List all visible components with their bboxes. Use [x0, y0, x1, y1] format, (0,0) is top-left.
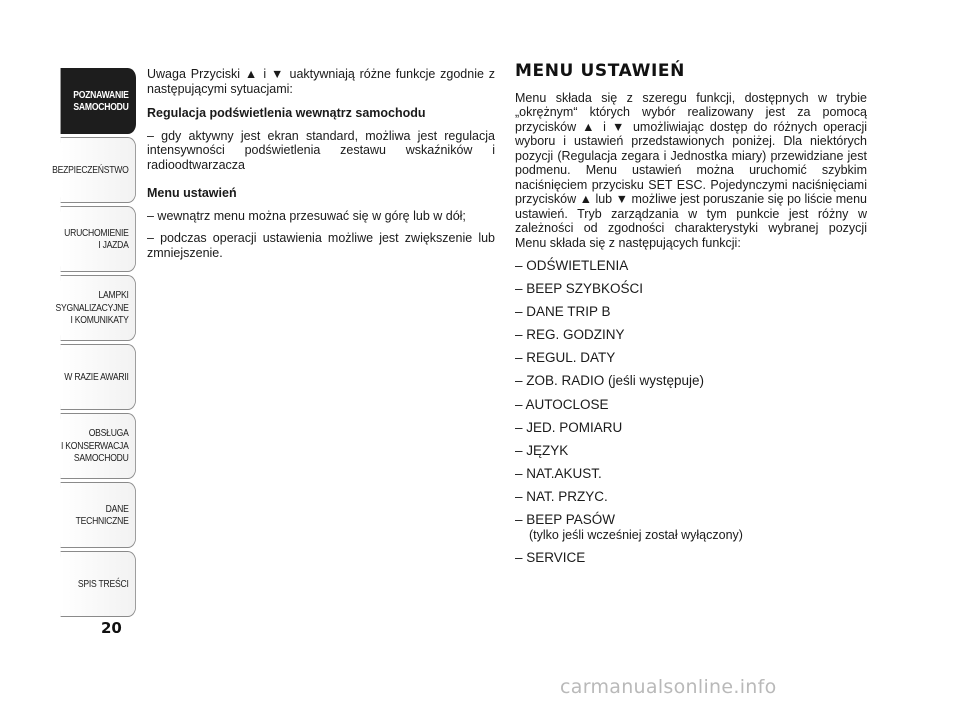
watermark: carmanualsonline.info [560, 676, 777, 698]
heading-lighting-adjustment: Regulacja podświetlenia wewnątrz samochodu [147, 106, 426, 120]
list-item-label: – BEEP PASÓW [515, 512, 616, 528]
list-item: – NAT.AKUST. [515, 465, 602, 481]
heading-settings-menu: Menu ustawień [147, 186, 237, 200]
tab-obsluga-i-konserwacja[interactable]: OBSŁUGA I KONSERWACJA SAMOCHODU [61, 413, 136, 479]
list-item: – DANE TRIP B [515, 304, 611, 320]
list-item: – REGUL. DATY [515, 350, 616, 366]
list-item: – ODŚWIETLENIA [515, 258, 629, 273]
tab-w-razie-awarii[interactable]: W RAZIE AWARII [61, 344, 136, 410]
list-item: – JED. POMIARU [515, 419, 623, 435]
list-item-service: – SERVICE [515, 549, 586, 565]
tab-uruchomienie-i-jazda[interactable]: URUCHOMIENIE I JAZDA [61, 206, 136, 272]
tab-spis-tresci[interactable]: SPIS TREŚCI [61, 551, 136, 617]
menu-function-list [515, 258, 867, 565]
right-column [515, 61, 867, 573]
list-item-beep-pasow [515, 512, 867, 542]
list-item: – REG. GODZINY [515, 327, 625, 343]
section-title: MENU USTAWIEŃ [515, 61, 685, 81]
settings-menu-text-2: – podczas operacji ustawienia możliwe jest zwiększenie lub zmniejszenie. [147, 231, 495, 260]
list-item: – AUTOCLOSE [515, 396, 609, 412]
list-item-note: (tylko jeśli wcześniej został wyłączony) [529, 527, 743, 542]
intro-note: Uwaga Przyciski ▲ i ▼ uaktywniają różne funkcje zgodnie z następującymi sytuacjami: [147, 67, 495, 96]
tab-poznawanie-samochodu[interactable]: POZNAWANIE SAMOCHODU [61, 68, 136, 134]
lighting-adjustment-text: – gdy aktywny jest ekran standard, możliwa jest regulacja intensywności podświetlenia zestawu wskaźników i radioodtwarzacza [147, 128, 495, 172]
list-item: – ZOB. RADIO (jeśli występuje) [515, 373, 705, 389]
list-item: – NAT. PRZYC. [515, 488, 608, 504]
tab-bezpieczenstwo[interactable]: BEZPIECZEŃSTWO [61, 137, 136, 203]
left-column [147, 67, 495, 260]
list-item: – JĘZYK [515, 442, 569, 458]
page-number: 20 [101, 619, 122, 637]
menu-description: Menu składa się z szeregu funkcji, dostępnych w trybie „okrężnym“ których wybór realizowany jest za pomocą przycisków ▲ i ▼ umożliwiając dostęp do różnych operacji wyboru i ustawień przedstawionych poniżej. Dla niektórych pozycji (Regulacja zegara i Jednostka miary) przewidziane jest podmenu. Menu ustawień można uruchomić szybkim naciśnięciem przycisku SET ESC. Pojedynczymi naciśnięciami przycisków ▲ lub ▼ możliwe jest poruszanie się po liście menu ustawień. Tryb zarządzania w tym punkcie jest różny w zależności od zgodności charakterystyki wybranej pozycji Menu składa się z następujących funkcji: [515, 90, 867, 250]
list-item: – BEEP SZYBKOŚCI [515, 281, 644, 297]
tab-dane-techniczne[interactable]: DANE TECHNICZNE [61, 482, 136, 548]
tab-lampki-sygnalizacyjne[interactable]: LAMPKI SYGNALIZACYJNE I KOMUNIKATY [61, 275, 136, 341]
settings-menu-text-1: – wewnątrz menu można przesuwać się w górę lub w dół; [147, 208, 466, 223]
